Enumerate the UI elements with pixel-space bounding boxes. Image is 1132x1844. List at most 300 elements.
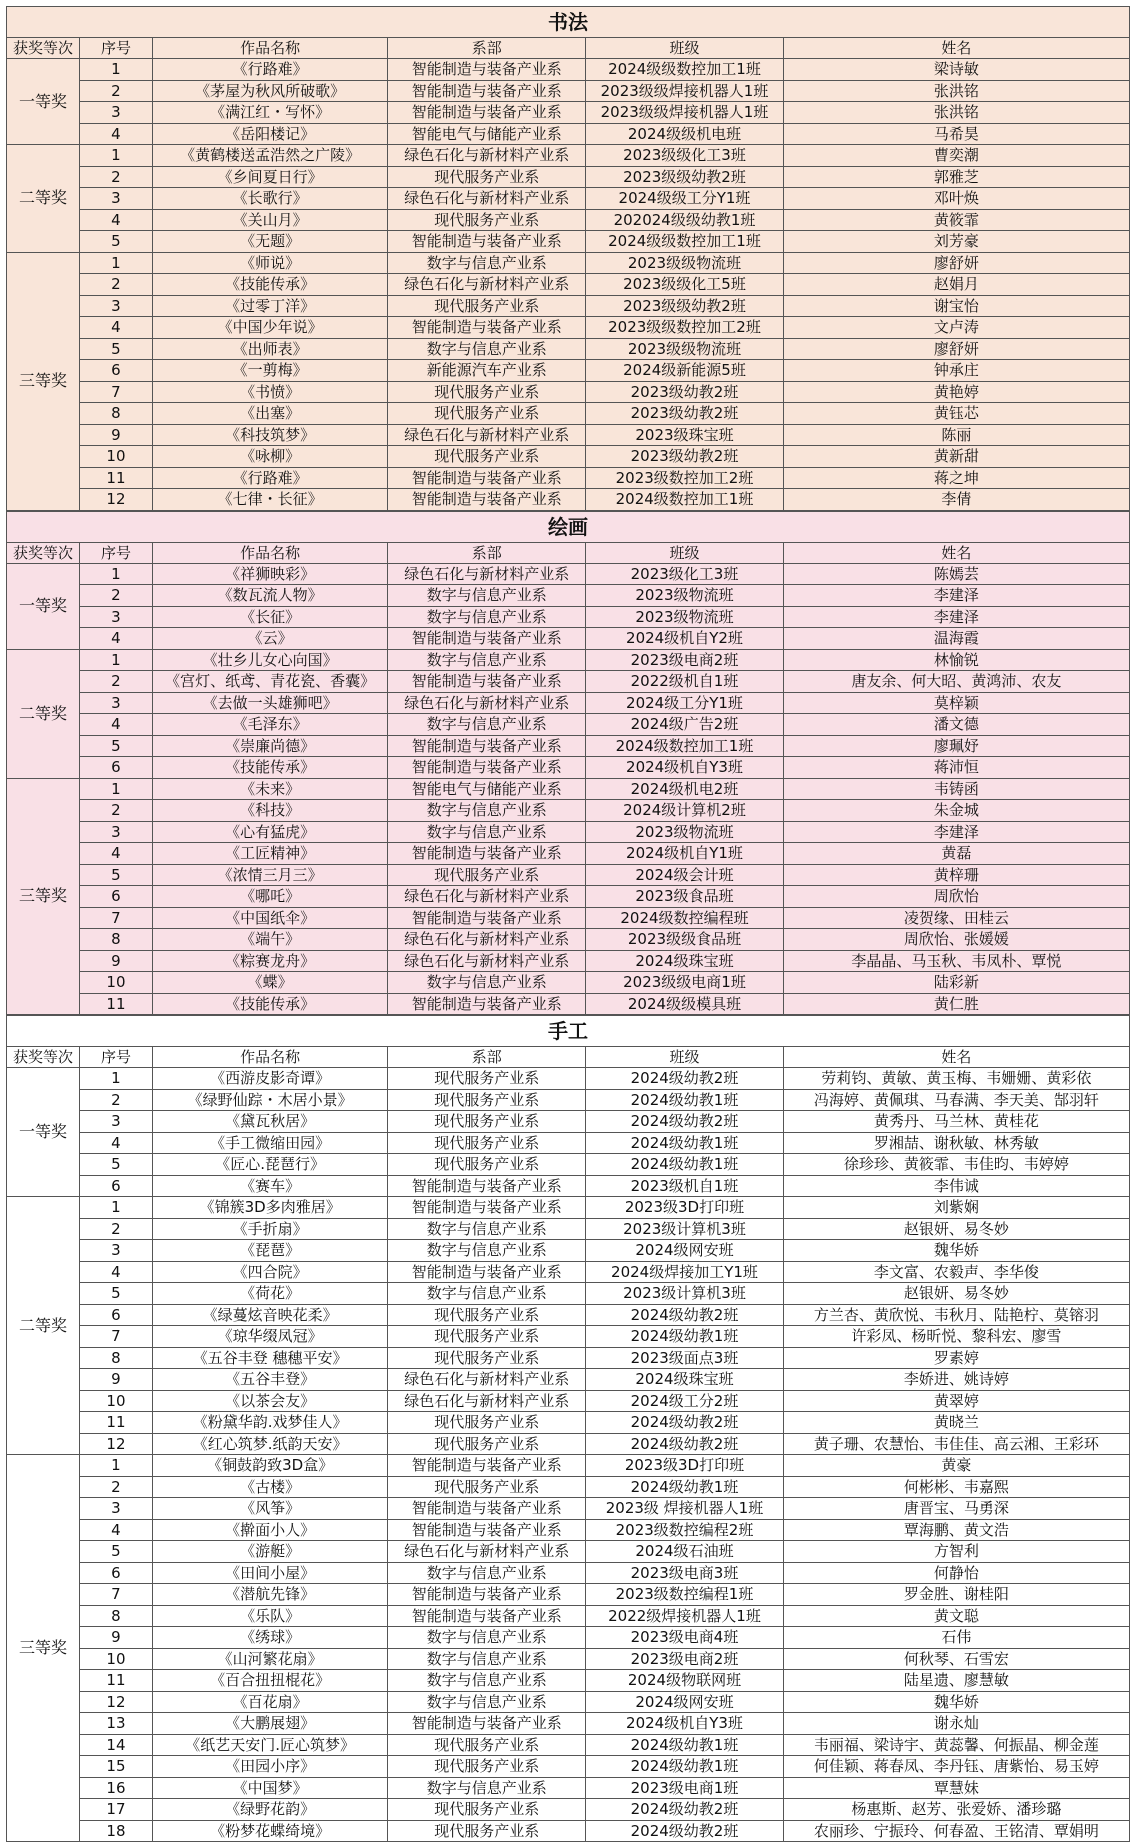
index-cell: 6 [79,1304,152,1326]
student-name-cell: 廖舒妍 [783,338,1129,360]
student-name-cell: 赵银妍、易冬妙 [783,1283,1129,1305]
class-cell: 2023级计算机3班 [586,1218,784,1240]
index-cell: 5 [79,231,152,253]
index-cell: 10 [79,972,152,994]
index-cell: 1 [79,1197,152,1219]
title-header: 作品名称 [152,542,387,563]
section-title: 手工 [6,1015,1130,1046]
class-cell: 2023级化工3班 [586,563,784,585]
table-row [7,628,1130,650]
work-title-cell: 《绿野花韵》 [152,1799,387,1821]
award-level-cell: 三等奖 [7,1455,80,1842]
work-title-cell: 《关山月》 [152,209,387,231]
table-row [7,102,1130,124]
student-name-cell: 张洪铭 [783,102,1129,124]
class-cell: 2024级新能源5班 [586,360,784,382]
student-name-cell: 黄秀丹、马兰林、黄桂花 [783,1111,1129,1133]
index-cell: 5 [79,1283,152,1305]
work-title-cell: 《绿蔓炫音映花柔》 [152,1304,387,1326]
class-cell: 2023级级幼教2班 [586,166,784,188]
department-cell: 现代服务产业系 [388,1089,586,1111]
table-row [7,1455,1130,1477]
index-cell: 15 [79,1756,152,1778]
work-title-cell: 《琵琶》 [152,1240,387,1262]
table-row [7,757,1130,779]
award-level-cell: 二等奖 [7,649,80,778]
department-cell: 绿色石化与新材料产业系 [388,188,586,210]
class-cell: 2024级机自Y3班 [586,1713,784,1735]
table-row [7,1068,1130,1090]
student-name-cell: 罗金胜、谢桂阳 [783,1584,1129,1606]
table-row [7,864,1130,886]
table-row [7,714,1130,736]
class-cell: 2023级幼教2班 [586,381,784,403]
work-title-cell: 《铜鼓韵致3D盒》 [152,1455,387,1477]
work-title-cell: 《祥狮映彩》 [152,563,387,585]
table-row [7,1433,1130,1455]
department-cell: 现代服务产业系 [388,295,586,317]
class-cell: 2024级幼教1班 [586,1476,784,1498]
work-title-cell: 《师说》 [152,252,387,274]
work-title-cell: 《琼华缀凤冠》 [152,1326,387,1348]
student-name-cell: 陈丽 [783,424,1129,446]
table-row [7,1820,1130,1842]
class-cell: 2023级数控编程1班 [586,1584,784,1606]
index-cell: 2 [79,80,152,102]
student-name-cell: 农丽珍、宁振玲、何春盈、王铭清、覃娟明 [783,1820,1129,1842]
table-row [7,274,1130,296]
student-name-cell: 方智利 [783,1541,1129,1563]
class-cell: 2024级幼教1班 [586,1089,784,1111]
index-cell: 9 [79,424,152,446]
department-cell: 数字与信息产业系 [388,1691,586,1713]
work-title-cell: 《长歌行》 [152,188,387,210]
class-cell: 2023级级焊接机器人1班 [586,80,784,102]
student-name-cell: 黄新甜 [783,446,1129,468]
student-name-cell: 周欣怡、张媛媛 [783,929,1129,951]
table-row [7,1605,1130,1627]
work-title-cell: 《工匠精神》 [152,843,387,865]
work-title-cell: 《田园小序》 [152,1756,387,1778]
work-title-cell: 《端午》 [152,929,387,951]
class-cell: 2024级数控编程班 [586,907,784,929]
class-cell: 2023级物流班 [586,585,784,607]
table-row [7,950,1130,972]
work-title-cell: 《中国纸伞》 [152,907,387,929]
index-cell: 2 [79,1218,152,1240]
index-header: 序号 [79,1047,152,1068]
student-name-cell: 李建泽 [783,585,1129,607]
department-cell: 现代服务产业系 [388,166,586,188]
department-cell: 现代服务产业系 [388,1326,586,1348]
work-title-cell: 《长征》 [152,606,387,628]
department-cell: 新能源汽车产业系 [388,360,586,382]
class-cell: 2024级网安班 [586,1691,784,1713]
award-table [6,542,1130,1016]
class-cell: 2024级网安班 [586,1240,784,1262]
work-title-cell: 《百花扇》 [152,1691,387,1713]
student-name-cell: 李倩 [783,489,1129,511]
table-row [7,1089,1130,1111]
student-name-cell: 廖珮妤 [783,735,1129,757]
work-title-cell: 《四合院》 [152,1261,387,1283]
index-cell: 12 [79,1433,152,1455]
index-cell: 8 [79,1347,152,1369]
index-cell: 1 [79,1068,152,1090]
class-cell: 2024级机电2班 [586,778,784,800]
index-cell: 3 [79,692,152,714]
class-cell: 2023级数控编程2班 [586,1519,784,1541]
department-cell: 现代服务产业系 [388,1068,586,1090]
index-cell: 10 [79,1390,152,1412]
student-name-cell: 覃慧妹 [783,1777,1129,1799]
index-cell: 18 [79,1820,152,1842]
class-cell: 2023级3D打印班 [586,1197,784,1219]
work-title-cell: 《过零丁洋》 [152,295,387,317]
index-cell: 9 [79,1369,152,1391]
department-cell: 数字与信息产业系 [388,1562,586,1584]
department-cell: 数字与信息产业系 [388,1670,586,1692]
index-cell: 1 [79,778,152,800]
class-cell: 202024级级幼教1班 [586,209,784,231]
student-name-cell: 韦铸函 [783,778,1129,800]
student-name-cell: 劳莉钧、黄敏、黄玉梅、韦姗姗、黄彩依 [783,1068,1129,1090]
student-name-cell: 蒋沛恒 [783,757,1129,779]
index-cell: 9 [79,950,152,972]
class-cell: 2024级工分2班 [586,1390,784,1412]
work-title-cell: 《行路难》 [152,467,387,489]
work-title-cell: 《锦簇3D多肉雅居》 [152,1197,387,1219]
student-name-cell: 唐晋宝、马勇深 [783,1498,1129,1520]
index-cell: 6 [79,757,152,779]
department-cell: 现代服务产业系 [388,1347,586,1369]
work-title-cell: 《山河繁花扇》 [152,1648,387,1670]
class-cell: 2024级幼教1班 [586,1154,784,1176]
class-cell: 2024级级模具班 [586,993,784,1015]
table-row [7,606,1130,628]
department-cell: 绿色石化与新材料产业系 [388,563,586,585]
department-cell: 现代服务产业系 [388,1304,586,1326]
class-cell: 2024级物联网班 [586,1670,784,1692]
table-row [7,1132,1130,1154]
table-row [7,231,1130,253]
student-name-cell: 钟承庄 [783,360,1129,382]
name-header: 姓名 [783,1047,1129,1068]
department-cell: 现代服务产业系 [388,403,586,425]
class-cell: 2024级级工分Y1班 [586,188,784,210]
index-cell: 2 [79,800,152,822]
table-row [7,1347,1130,1369]
index-header: 序号 [79,542,152,563]
student-name-cell: 魏华娇 [783,1240,1129,1262]
student-name-cell: 何彬彬、韦嘉熙 [783,1476,1129,1498]
index-cell: 2 [79,166,152,188]
department-cell: 数字与信息产业系 [388,1218,586,1240]
class-cell: 2024级机自Y3班 [586,757,784,779]
department-cell: 智能制造与装备产业系 [388,907,586,929]
class-cell: 2023级 焊接机器人1班 [586,1498,784,1520]
student-name-cell: 谢永灿 [783,1713,1129,1735]
table-row [7,123,1130,145]
department-cell: 智能制造与装备产业系 [388,843,586,865]
student-name-cell: 覃海鹏、黄文浩 [783,1519,1129,1541]
student-name-cell: 文卢涛 [783,317,1129,339]
student-name-cell: 李娇进、姚诗婷 [783,1369,1129,1391]
department-cell: 智能制造与装备产业系 [388,1175,586,1197]
work-title-cell: 《书愤》 [152,381,387,403]
table-row [7,1734,1130,1756]
index-cell: 3 [79,606,152,628]
work-title-cell: 《以茶会友》 [152,1390,387,1412]
work-title-cell: 《黄鹤楼送孟浩然之广陵》 [152,145,387,167]
class-cell: 2023级食品班 [586,886,784,908]
index-cell: 3 [79,102,152,124]
work-title-cell: 《匠心.琵琶行》 [152,1154,387,1176]
department-cell: 现代服务产业系 [388,1756,586,1778]
table-row [7,1476,1130,1498]
table-row [7,563,1130,585]
index-cell: 4 [79,843,152,865]
department-cell: 数字与信息产业系 [388,1648,586,1670]
table-row [7,80,1130,102]
department-cell: 智能制造与装备产业系 [388,1455,586,1477]
work-title-cell: 《纸艺天安门.匠心筑梦》 [152,1734,387,1756]
student-name-cell: 徐珍珍、黄筱霏、韦佳昀、韦婷婷 [783,1154,1129,1176]
class-cell: 2024级幼教1班 [586,1132,784,1154]
table-row [7,1261,1130,1283]
class-cell: 2024级数控加工1班 [586,489,784,511]
table-row [7,886,1130,908]
student-name-cell: 杨惠斯、赵芳、张爱娇、潘珍璐 [783,1799,1129,1821]
name-header: 姓名 [783,38,1129,59]
index-cell: 1 [79,145,152,167]
student-name-cell: 林愉锐 [783,649,1129,671]
header-row [7,38,1130,59]
department-cell: 智能制造与装备产业系 [388,80,586,102]
student-name-cell: 陈嫣芸 [783,563,1129,585]
class-cell: 2024级级机电班 [586,123,784,145]
index-cell: 7 [79,381,152,403]
table-row [7,671,1130,693]
index-cell: 3 [79,1111,152,1133]
student-name-cell: 陆彩新 [783,972,1129,994]
class-cell: 2023级电商3班 [586,1562,784,1584]
work-title-cell: 《技能传承》 [152,274,387,296]
work-title-cell: 《出师表》 [152,338,387,360]
table-row [7,1412,1130,1434]
department-cell: 现代服务产业系 [388,864,586,886]
index-cell: 1 [79,649,152,671]
table-row [7,166,1130,188]
index-cell: 10 [79,1648,152,1670]
student-name-cell: 黄筱霏 [783,209,1129,231]
table-row [7,1627,1130,1649]
class-cell: 2024级幼教2班 [586,1068,784,1090]
department-cell: 智能制造与装备产业系 [388,102,586,124]
index-cell: 3 [79,821,152,843]
student-name-cell: 赵银妍、易冬妙 [783,1218,1129,1240]
student-name-cell: 马希昊 [783,123,1129,145]
index-cell: 4 [79,1132,152,1154]
class-cell: 2024级机自Y1班 [586,843,784,865]
department-cell: 数字与信息产业系 [388,1240,586,1262]
table-row [7,59,1130,81]
class-header: 班级 [586,542,784,563]
index-cell: 2 [79,274,152,296]
title-header: 作品名称 [152,38,387,59]
index-cell: 6 [79,886,152,908]
department-cell: 现代服务产业系 [388,446,586,468]
table-row [7,1390,1130,1412]
work-title-cell: 《红心筑梦.纸韵天安》 [152,1433,387,1455]
table-row [7,295,1130,317]
award-level-cell: 二等奖 [7,145,80,253]
work-title-cell: 《咏柳》 [152,446,387,468]
index-cell: 3 [79,295,152,317]
class-cell: 2023级级物流班 [586,252,784,274]
department-cell: 绿色石化与新材料产业系 [388,1541,586,1563]
work-title-cell: 《七律・长征》 [152,489,387,511]
index-cell: 7 [79,1584,152,1606]
award-header: 获奖等次 [7,38,80,59]
department-cell: 智能制造与装备产业系 [388,671,586,693]
index-cell: 4 [79,1519,152,1541]
department-cell: 绿色石化与新材料产业系 [388,692,586,714]
class-cell: 2023级电商2班 [586,1648,784,1670]
class-cell: 2024级幼教2班 [586,1433,784,1455]
class-cell: 2024级计算机2班 [586,800,784,822]
work-title-cell: 《宫灯、纸鸢、青花瓷、香囊》 [152,671,387,693]
student-name-cell: 李伟诚 [783,1175,1129,1197]
work-title-cell: 《数瓦流人物》 [152,585,387,607]
table-row [7,1691,1130,1713]
student-name-cell: 魏华娇 [783,1691,1129,1713]
department-cell: 智能制造与装备产业系 [388,757,586,779]
work-title-cell: 《手折扇》 [152,1218,387,1240]
class-cell: 2024级焊接加工Y1班 [586,1261,784,1283]
index-cell: 4 [79,317,152,339]
student-name-cell: 罗湘喆、谢秋敏、林秀敏 [783,1132,1129,1154]
header-row [7,542,1130,563]
table-row [7,1799,1130,1821]
department-cell: 现代服务产业系 [388,381,586,403]
table-row [7,1240,1130,1262]
index-cell: 4 [79,714,152,736]
table-row [7,585,1130,607]
class-cell: 2024级石油班 [586,1541,784,1563]
department-cell: 数字与信息产业系 [388,714,586,736]
award-level-cell: 三等奖 [7,778,80,1015]
work-title-cell: 《潜航先锋》 [152,1584,387,1606]
table-row [7,381,1130,403]
student-name-cell: 唐友余、何大昭、黄鸿沛、农友 [783,671,1129,693]
work-title-cell: 《蝶》 [152,972,387,994]
index-cell: 4 [79,209,152,231]
index-cell: 8 [79,1605,152,1627]
class-cell: 2023级数控加工2班 [586,467,784,489]
index-cell: 2 [79,1476,152,1498]
department-cell: 智能制造与装备产业系 [388,628,586,650]
table-row [7,1175,1130,1197]
table-row [7,1541,1130,1563]
student-name-cell: 陆星遗、廖慧敏 [783,1670,1129,1692]
department-cell: 智能电气与储能产业系 [388,778,586,800]
student-name-cell: 冯海婷、黄佩琪、马春满、李天美、郜羽轩 [783,1089,1129,1111]
index-cell: 5 [79,1541,152,1563]
index-cell: 14 [79,1734,152,1756]
index-cell: 12 [79,489,152,511]
work-title-cell: 《未来》 [152,778,387,800]
table-row [7,1218,1130,1240]
department-cell: 智能制造与装备产业系 [388,1605,586,1627]
department-cell: 现代服务产业系 [388,1734,586,1756]
award-level-cell: 三等奖 [7,252,80,510]
department-cell: 智能制造与装备产业系 [388,489,586,511]
class-cell: 2023级珠宝班 [586,424,784,446]
work-title-cell: 《行路难》 [152,59,387,81]
class-cell: 2022级机自1班 [586,671,784,693]
student-name-cell: 黄晓兰 [783,1412,1129,1434]
index-cell: 16 [79,1777,152,1799]
department-cell: 智能制造与装备产业系 [388,1197,586,1219]
table-row [7,252,1130,274]
table-row [7,929,1130,951]
section-shufa [6,6,1130,511]
student-name-cell: 刘芳豪 [783,231,1129,253]
table-row [7,317,1130,339]
class-cell: 2024级幼教1班 [586,1756,784,1778]
table-row [7,1562,1130,1584]
work-title-cell: 《荷花》 [152,1283,387,1305]
table-row [7,1584,1130,1606]
index-cell: 7 [79,907,152,929]
department-cell: 现代服务产业系 [388,1476,586,1498]
department-cell: 现代服务产业系 [388,1412,586,1434]
student-name-cell: 赵娟月 [783,274,1129,296]
work-title-cell: 《风筝》 [152,1498,387,1520]
name-header: 姓名 [783,542,1129,563]
work-title-cell: 《手工微缩田园》 [152,1132,387,1154]
class-cell: 2024级幼教2班 [586,1111,784,1133]
table-row [7,403,1130,425]
index-cell: 4 [79,123,152,145]
department-cell: 智能制造与装备产业系 [388,1584,586,1606]
index-cell: 4 [79,1261,152,1283]
index-header: 序号 [79,38,152,59]
department-cell: 数字与信息产业系 [388,585,586,607]
student-name-cell: 李建泽 [783,606,1129,628]
class-cell: 2023级电商1班 [586,1777,784,1799]
index-cell: 17 [79,1799,152,1821]
table-row [7,489,1130,511]
award-level-cell: 二等奖 [7,1197,80,1455]
index-cell: 6 [79,1562,152,1584]
class-cell: 2024级级数控加工1班 [586,59,784,81]
section-title: 绘画 [6,511,1130,542]
table-row [7,735,1130,757]
class-cell: 2024级珠宝班 [586,1369,784,1391]
work-title-cell: 《乡间夏日行》 [152,166,387,188]
department-cell: 智能制造与装备产业系 [388,993,586,1015]
index-cell: 8 [79,929,152,951]
department-cell: 绿色石化与新材料产业系 [388,424,586,446]
award-header: 获奖等次 [7,1047,80,1068]
student-name-cell: 谢宝怡 [783,295,1129,317]
index-cell: 2 [79,585,152,607]
index-cell: 11 [79,993,152,1015]
award-level-cell: 一等奖 [7,59,80,145]
index-cell: 5 [79,1154,152,1176]
